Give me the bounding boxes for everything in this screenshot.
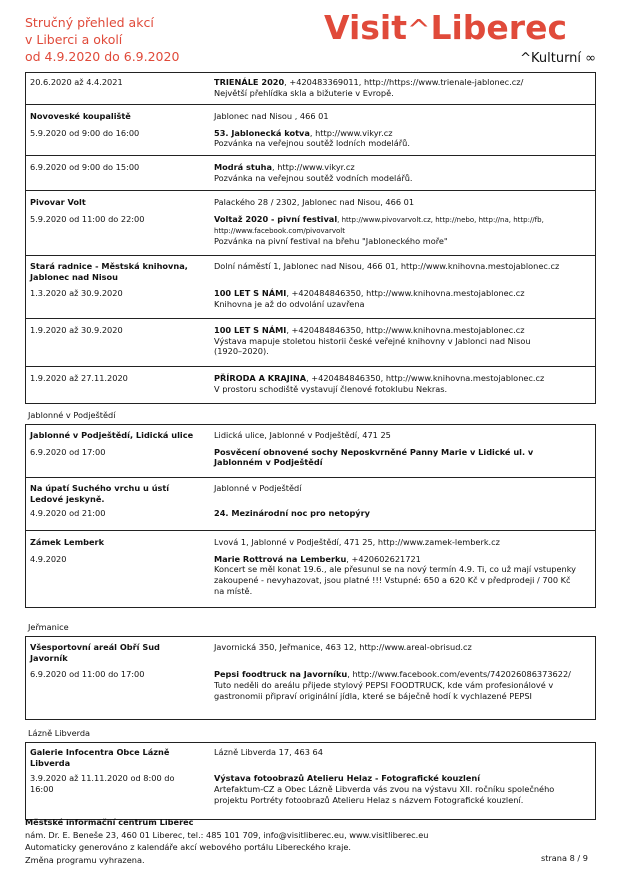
venue-address: Lidická ulice, Jablonné v Podještědí, 471 25 [214,430,391,440]
footer-note: Automaticky generováno z kalendáře akcí webového portálu Libereckého kraje. [25,842,352,852]
venue-group: Novoveské koupaliště Jablonec nad Nisou , 466 01 5.9.2020 od 9:00 do 16:00 53. Jablonecká kotva, http://www.vikyr.cz Pozvánka na veřejnou soutěž lodních modelářů. [26,105,595,156]
events-table-jablonne [25,424,596,608]
venue-group: Stará radnice - Městská knihovna, Jablonec nad Nisou Dolní náměstí 1, Jablonec nad Nisou, 466 01, http://www.knihovna.mestojablonec.cz 1.3.2020 až 30.9.2020 100 LET S NÁMI, +420484846350, http://www.knihovna.mestojablonec.cz Knihovna je až do odvolání uzavřena [26,256,595,319]
venue-group: Zámek Lemberk Lvová 1, Jablonné v Podještědí, 471 25, http://www.zamek-lemberk.cz 4.9.2020 Marie Rottrová na Lemberku, +420602621721 Koncert se měl konat 19.6., ale přesunul se na nový termín 4.9. Ti, co už mají vstupenky zakoupené - nevyhazovat, jsou platné !!! Vstupné: 650 a 620 Kč v předprodeji / 700 Kč na místě. [26,531,595,607]
venue-name: Galerie Infocentra Obce Lázně Libverda [30,747,170,768]
footer-contact: nám. Dr. E. Beneše 23, 460 01 Liberec, tel.: 485 101 709, info@visitliberec.eu, www.visitliberec.eu [25,829,429,840]
venue-name: Stará radnice - Městská knihovna, Jablonec nad Nisou [30,261,188,282]
venue-address: Jablonné v Podještědí [214,483,302,493]
title-line-1: Stručný přehled akcí [25,15,154,30]
venue-name: Jablonné v Podještědí, Lidická ulice [30,430,194,440]
venue-address: Palackého 28 / 2302, Jablonec nad Nisou, 466 01 [214,197,415,207]
section-heading: Jablonné v Podještědí [28,410,116,420]
venue-address: Javornická 350, Jeřmanice, 463 12, http://www.areal-obrisud.cz [214,642,472,652]
footer-disclaimer: Změna programu vyhrazena. [25,854,145,865]
title-line-2: v Liberci a okolí [25,32,123,47]
venue-group: Galerie Infocentra Obce Lázně Libverda Lázně Libverda 17, 463 64 3.9.2020 až 11.11.2020 od 8:00 do 16:00 Výstava fotoobrazů Atelieru Helaz - Fotografické kouzlení Artefaktum-CZ a Obec Lázně Libverda vás zvou na výstavu XII. ročníku společného projektu Portréty fotoobrazů Atelieru Helaz s názvem Fotografické kouzlení. [26,743,595,819]
document-title [25,14,179,65]
logo-subtitle: ^Kulturní ∞ [520,51,596,66]
events-table-jermanice [25,636,596,720]
venue-address: Dolní náměstí 1, Jablonec nad Nisou, 466 01, http://www.knihovna.mestojablonec.cz [214,261,560,271]
page-number: strana 8 / 9 [540,853,588,863]
footer [25,816,428,866]
venue-address: Lvová 1, Jablonné v Podještědí, 471 25, http://www.zamek-lemberk.cz [214,537,500,547]
event-row: 1.9.2020 až 27.11.2020 PŘÍRODA A KRAJINA, +420484846350, http://www.knihovna.mestojablonec.cz V prostoru schodiště vystavují členové fotoklubu Nekras. [30,373,545,394]
venue-group: Na úpatí Suchého vrchu u ústí Ledové jeskyně. Jablonné v Podještědí 4.9.2020 od 21:00 24. Mezinárodní noc pro netopýry [26,478,595,531]
venue-group: Jablonné v Podještědí, Lidická ulice Lidická ulice, Jablonné v Podještědí, 471 25 6.9.2020 od 17:00 Posvěcení obnovené sochy Neposkvrněné Panny Marie v Lidické ul. v Jablonném v Podještědí [26,425,595,478]
venue-name: Zámek Lemberk [30,537,105,547]
title-line-3: od 4.9.2020 do 6.9.2020 [25,49,180,64]
venue-name: Novoveské koupaliště [30,111,131,121]
venue-group: Všesportovní areál Obří Sud Javorník Javornická 350, Jeřmanice, 463 12, http://www.areal-obrisud.cz 6.9.2020 od 11:00 do 17:00 Pepsi foodtruck na Javorníku, http://www.facebook.com/events/742026086373622/ Tuto neděli do areálu přijede stylový PEPSI FOODTRUCK, kde vám profesionálové v gastronomii připraví originální jídla, které se báječně hodí k vychlazené PEPSI [26,637,595,719]
event-row: 1.9.2020 až 30.9.2020 100 LET S NÁMI, +420484846350, http://www.knihovna.mestojablonec.cz Výstava mapuje stoletou historii české veřejné knihovny v Jablonci nad Nisou (1920–2020). [26,319,595,367]
footer-org: Městské informační centrum Liberec [25,817,194,827]
event-row: 6.9.2020 od 9:00 do 15:00 Modrá stuha, http://www.vikyr.cz Pozvánka na veřejnou soutěž vodních modelářů. [26,156,595,191]
event-row: 20.6.2020 až 4.4.2021 TRIENÁLE 2020, +420483369011, http://https://www.trienale-jablonec.cz/ Největší přehlídka skla a bižuterie v Evropě. [26,73,595,105]
section-heading: Jeřmanice [28,622,69,632]
venue-name: Na úpatí Suchého vrchu u ústí Ledové jeskyně. [30,483,170,504]
venue-name: Pivovar Volt [30,197,86,207]
section-heading: Lázně Libverda [28,728,91,738]
venue-address: Lázně Libverda 17, 463 64 [214,747,323,757]
events-table-jablonec [25,72,596,404]
venue-group: Pivovar Volt Palackého 28 / 2302, Jablonec nad Nisou, 466 01 5.9.2020 od 11:00 do 22:00 Voltaž 2020 - pivní festival, http://www.pivovarvolt.cz, http://nebo, http://na, http://fb, http://www.facebook.com/pivovarvolt Pozvánka na pivní festival na břehu "Jabloneckého moře" [26,191,595,256]
visit-liberec-logo: Visit^Liberec ^Kulturní ∞ [324,8,596,66]
events-table-lazne-libverda [25,742,596,820]
venue-name: Všesportovní areál Obří Sud Javorník [30,642,160,663]
venue-address: Jablonec nad Nisou , 466 01 [214,111,329,121]
